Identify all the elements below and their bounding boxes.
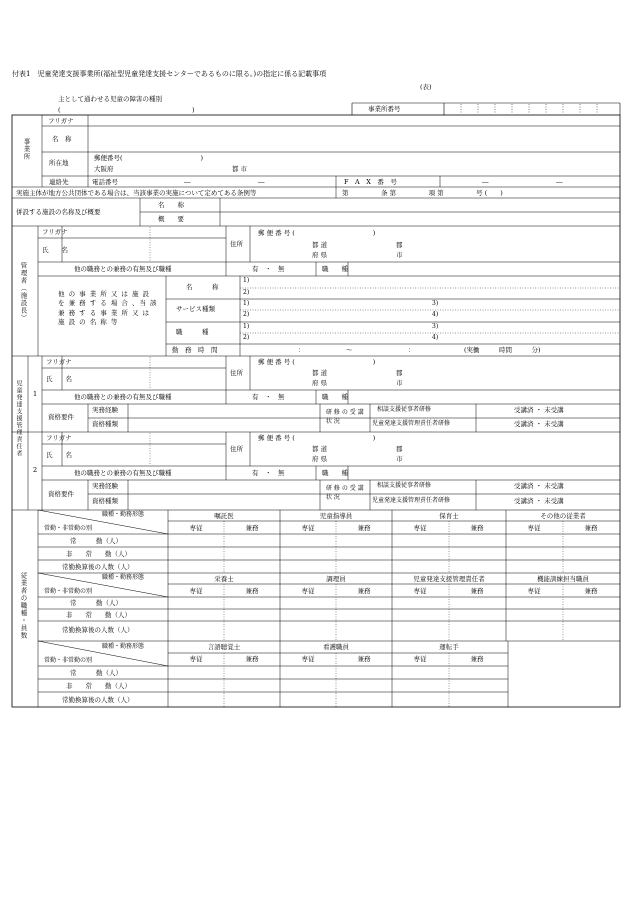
resp1-qualification-label: 資格要件 (48, 413, 74, 421)
manager-city-top: 郡 (396, 241, 403, 249)
resp2-concurrent-q: 他の職務との兼務の有無及び職種 (74, 469, 172, 477)
fax-dash-2: ― (556, 178, 563, 186)
manager-hours-tilde: ～ (346, 346, 353, 354)
disability-label: 主として通わせる児童の障害の種別 (58, 95, 162, 103)
resp2-qualtype-label: 資格種類 (92, 497, 118, 505)
resp2-yes-no: 有 ・ 無 (252, 469, 285, 477)
staff-g3-converted: 常勤換算後の人数（人） (62, 696, 134, 704)
resp1-training-label: 研 修 の 受 講 状 況 (326, 409, 364, 426)
resp1-pref-bottom: 府 県 (312, 379, 328, 387)
staff-g2-sen-2: 専従 (413, 587, 427, 595)
staff-section-label: 従業者の職種・員数 (19, 572, 28, 640)
fax-dash-1: ― (482, 178, 489, 186)
manager-hours-colon-2: ： (408, 346, 415, 354)
resp1-city-top: 郡 (396, 369, 403, 377)
resp1-job-label: 職 種 (322, 393, 348, 401)
resp1-name-label: 氏 名 (46, 375, 72, 383)
phone-dash-2: ― (258, 178, 265, 186)
form-title: 付表1 児童発達支援事業所(福祉型児童発達支援センターであるものに限る。)の指定に係る記載事項 (12, 70, 327, 78)
staff-g2-sen-3: 専従 (527, 587, 541, 595)
staff-g1-header-top: 職種・勤務形態 (102, 511, 145, 518)
resp2-job-label: 職 種 (322, 469, 348, 477)
manager-pref-bottom: 府 県 (312, 251, 328, 259)
office-city: 都 市 (232, 165, 248, 173)
office-section-label: 事業所 (22, 138, 31, 161)
manager-section-label: 管理者（施設長） (19, 262, 28, 322)
staff-g2-sen-0: 専従 (189, 587, 203, 595)
manager-jobtype-3: 3) (432, 323, 439, 330)
manager-furigana-label: フリガナ (42, 228, 68, 236)
office-location-label: 所在地 (49, 159, 69, 167)
staff-g2-fulltime: 常 勤（人） (70, 599, 122, 607)
manager-name-label: 氏 名 (42, 246, 68, 254)
manager-postal: 郵 便 番 号 ( ) (258, 229, 376, 237)
staff-g2-sen-1: 専従 (301, 587, 315, 595)
manager-job-label: 職 種 (322, 265, 348, 273)
resp1-address-label: 住所 (230, 369, 243, 377)
manager-address-label: 住所 (230, 240, 243, 248)
staff-g1-col-0: 嘱託医 (214, 512, 234, 520)
office-number-label: 事業所番号 (368, 105, 401, 113)
resp2-address-label: 住所 (230, 445, 243, 453)
resp1-experience-label: 実務経験 (92, 406, 118, 414)
staff-g3-sen-2: 専従 (413, 655, 427, 663)
staff-g2-ken-3: 兼務 (584, 587, 598, 595)
attached-summary-label: 概 要 (158, 215, 184, 223)
office-prefecture: 大阪府 (94, 165, 114, 173)
resp1-status-2: 受講済 ・ 未受講 (514, 420, 564, 428)
staff-g2-converted: 常勤換算後の人数（人） (62, 626, 134, 634)
resp1-postal: 郵 便 番 号 ( ) (258, 358, 376, 366)
manager-job-type-label: 職 種 (176, 328, 209, 336)
staff-g1-converted: 常勤換算後の人数（人） (62, 563, 134, 571)
staff-g1-ken-2: 兼務 (470, 524, 484, 532)
manager-name-2: 2) (243, 289, 250, 296)
staff-g1-sen-1: 専従 (301, 524, 315, 532)
staff-g1-ken-3: 兼務 (584, 524, 598, 532)
manager-name-1: 1) (243, 277, 250, 284)
manager-city-bottom: 市 (396, 251, 403, 259)
manager-concurrent-q: 他の職務との兼務の有無及び職種 (74, 265, 172, 273)
resp2-city-top: 郡 (396, 445, 403, 453)
manager-service-type-label: サービス種類 (176, 305, 215, 313)
resp2-furigana-label: フリガナ (46, 434, 72, 442)
staff-g1-col-2: 保育士 (439, 512, 459, 520)
resp2-city-bottom: 市 (396, 455, 403, 463)
manager-hours-label: 勤 務 時 間 (172, 346, 218, 354)
staff-g3-parttime: 非 常 勤（人） (66, 682, 131, 690)
resp2-status-1: 受講済 ・ 未受講 (514, 482, 564, 490)
resp1-training-2: 児童発達支援管理責任者研修 (372, 420, 451, 427)
staff-g1-sen-2: 専従 (413, 524, 427, 532)
resp1-training-1: 相談支援従事者研修 (377, 406, 432, 413)
staff-g1-parttime: 非 常 勤（人） (66, 550, 131, 558)
staff-g3-fulltime: 常 勤（人） (70, 669, 122, 677)
staff-g2-col-2: 児童発達支援管理責任者 (413, 575, 485, 583)
staff-g1-ken-0: 兼務 (245, 524, 259, 532)
office-postal: 郵便番号( ) (94, 154, 204, 162)
office-contact-label: 連絡先 (49, 178, 69, 186)
staff-g2-parttime: 非 常 勤（人） (66, 611, 131, 619)
manager-jobtype-1: 1) (243, 323, 250, 330)
manager-other-office: 他 の 事 業 所 又 は 施 設 を 兼 務 す る 場 合 、当 該 兼 務 す る 事 業 所 又 は 施 設 の 名 称 等 (58, 290, 158, 327)
manager-office-name-label: 名 称 (186, 283, 219, 291)
staff-g3-sen-1: 専従 (301, 655, 315, 663)
resp1-status-1: 受講済 ・ 未受講 (514, 406, 564, 414)
manager-hours-colon-1: ： (298, 346, 305, 354)
staff-g1-sen-0: 専従 (189, 524, 203, 532)
disability-paren-close: ) (192, 106, 195, 114)
staff-g3-col-0: 言語聴覚士 (207, 643, 241, 651)
office-phone-label: 電話番号 (92, 178, 118, 186)
staff-g1-header-bottom: 常勤・非常勤の別 (44, 525, 93, 532)
staff-g1-ken-1: 兼務 (357, 524, 371, 532)
municipal-question: 実施主体が地方公共団体である場合は、当該事業の実施について定めてある条例等 (16, 189, 257, 197)
staff-g3-ken-2: 兼務 (470, 655, 484, 663)
staff-g1-col-3: その他の従業者 (540, 512, 586, 520)
office-fax-label: F A X 番 号 (344, 178, 397, 186)
resp2-status-2: 受講済 ・ 未受講 (514, 497, 564, 505)
manager-hours-actual: (実働 時間 分) (464, 346, 541, 354)
staff-g3-sen-0: 専従 (189, 655, 203, 663)
staff-g2-col-3: 機能訓練担当職員 (537, 575, 589, 583)
municipal-article: 第 条 第 項 第 号 ( ) (342, 189, 503, 197)
staff-g2-ken-2: 兼務 (470, 587, 484, 595)
resp2-pref-top: 都 道 (312, 445, 328, 453)
resp2-postal: 郵 便 番 号 ( ) (258, 434, 376, 442)
resp1-concurrent-q: 他の職務との兼務の有無及び職種 (74, 393, 172, 401)
side-label: (表) (420, 83, 432, 91)
staff-g2-ken-1: 兼務 (357, 587, 371, 595)
resp2-training-label: 研 修 の 受 講 状 況 (326, 485, 364, 502)
resp1-city-bottom: 市 (396, 379, 403, 387)
manager-yes-no: 有 ・ 無 (252, 265, 285, 273)
resp2-experience-label: 実務経験 (92, 482, 118, 490)
manager-pref-top: 都 道 (312, 241, 328, 249)
manager-jobtype-4: 4) (432, 334, 439, 341)
resp2-training-1: 相談支援従事者研修 (377, 482, 432, 489)
staff-g2-col-0: 栄養士 (214, 575, 234, 583)
resp2-training-2: 児童発達支援管理責任者研修 (372, 497, 451, 504)
responsible-section-label: 児童発達支援管理責任者 (15, 380, 22, 457)
resp1-furigana-label: フリガナ (46, 358, 72, 366)
responsible-num-1: 1 (33, 390, 38, 398)
staff-g3-header-top: 職種・勤務形態 (102, 643, 145, 650)
staff-g1-sen-3: 専従 (527, 524, 541, 532)
staff-g2-ken-0: 兼務 (245, 587, 259, 595)
manager-jobtype-2: 2) (243, 334, 250, 341)
attached-label: 併設する施設の名称及び概要 (16, 208, 101, 216)
staff-g1-fulltime: 常 勤（人） (70, 537, 122, 545)
staff-g3-col-1: 看護職員 (323, 643, 349, 651)
phone-dash-1: ― (184, 178, 191, 186)
staff-g1-col-1: 児童指導員 (319, 512, 353, 520)
office-name-label: 名 称 (52, 135, 72, 143)
manager-service-4: 4) (432, 311, 439, 318)
manager-service-1: 1) (243, 300, 250, 307)
staff-g2-col-1: 調理員 (326, 575, 346, 583)
staff-g2-header-bottom: 常勤・非常勤の別 (44, 588, 93, 595)
responsible-num-2: 2 (33, 466, 38, 474)
staff-g3-ken-0: 兼務 (245, 655, 259, 663)
office-furigana-label: フリガナ (48, 117, 74, 125)
staff-g3-header-bottom: 常勤・非常勤の別 (44, 657, 93, 664)
resp2-pref-bottom: 府 県 (312, 455, 328, 463)
resp1-pref-top: 都 道 (312, 369, 328, 377)
manager-service-2: 2) (243, 311, 250, 318)
resp1-yes-no: 有 ・ 無 (252, 393, 285, 401)
disability-paren-open: ( (58, 106, 61, 114)
resp2-name-label: 氏 名 (46, 451, 72, 459)
attached-name-label: 名 称 (158, 201, 184, 209)
resp1-qualtype-label: 資格種類 (92, 420, 118, 428)
staff-g2-header-top: 職種・勤務形態 (102, 574, 145, 581)
staff-g3-ken-1: 兼務 (357, 655, 371, 663)
resp2-qualification-label: 資格要件 (48, 490, 74, 498)
manager-service-3: 3) (432, 300, 439, 307)
staff-g3-col-2: 運転手 (439, 643, 459, 651)
